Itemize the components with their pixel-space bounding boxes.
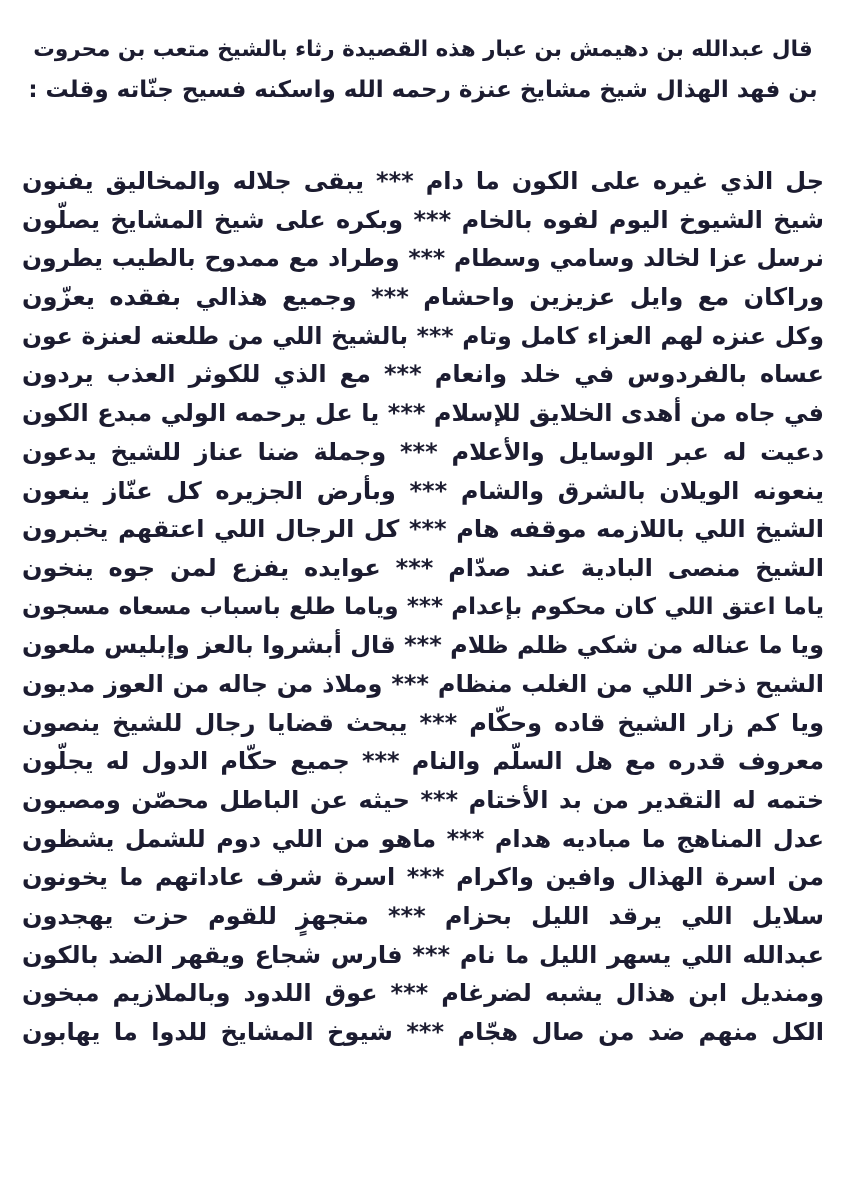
verse-17: ختمه له التقدير من بد الأختام *** حيثه عن الباطل محصّن ومصيون [22,786,824,814]
verse-10: الشيخ اللي باللازمه موقفه هام *** كل الرجال اللي اعتقهم يخبرون [22,515,824,544]
intro-paragraph [28,30,818,110]
verse-6: عساه بالفردوس في خلد وانعام *** مع الذي للكوثر العذب يردون [22,360,824,389]
verse-16: معروف قدره مع هل السلّم والنام *** جميع حكّام الدول له يجلّون [22,747,824,776]
verse-21: عبدالله اللي يسهر الليل ما نام *** فارس شجاع ويقهر الضد بالكون [22,940,824,969]
verse-23: الكل منهم ضد من صال هجّام *** شيوخ المشايخ للدوا ما يهابون [22,1018,824,1047]
verse-19: من اسرة الهذال وافين واكرام *** اسرة شرف عاداتهم ما يخونون [22,863,824,892]
verse-20: سلايل اللي يرقد الليل بحزام *** متجهزٍ للقوم حزت يهجدون [22,902,824,931]
intro-line-1: قال عبدالله بن دهيمش بن عبار هذه القصيدة رثاء بالشيخ متعب بن محروت [33,37,813,62]
verse-1: جل الذي غيره على الكون ما دام *** يبقى جلاله والمخاليق يفنون [22,167,824,195]
verse-8: دعيت له عبر الوسايل والأعلام *** وجملة ضنا عناز للشيخ يدعون [22,437,824,466]
verse-7: في جاه من أهدى الخلايق للإسلام *** يا عل يرحمه الولي مبدع الكون [22,399,824,428]
verse-11: الشيخ منصى البادية عند صدّام *** عوايده يفزع لمن جوه ينخون [22,553,824,582]
verse-3: نرسل عزا لخالد وسامي وسطام *** وطراد مع ممدوح بالطيب يطرون [22,244,824,273]
verse-9: ينعونه الويلان بالشرق والشام *** وبأرض الجزيره كل عنّاز ينعون [22,476,824,505]
verse-15: ويا كم زار الشيخ قاده وحكّام *** يبحث قضايا رجال للشيخ ينصون [22,708,824,737]
poem-verses [22,162,824,1052]
verse-5: وكل عنزه لهم العزاء كامل وتام *** بالشيخ اللي من طلعته لعنزة عون [22,321,824,350]
verse-14: الشيح ذخر اللي من الغلب منظام *** وملاذ من جاله من العوز مديون [22,669,824,698]
verse-18: عدل المناهج ما مباديه هدام *** ماهو من اللي دوم للشمل يشظون [22,824,824,853]
verse-22: ومنديل ابن هذال يشبه لضرغام *** عوق اللدود وبالملازيم مبخون [22,979,824,1008]
verse-2: شيخ الشيوخ اليوم لفوه بالخام *** وبكره على شيخ المشايخ يصلّون [22,205,824,234]
verse-13: ويا ما عناله من شكي ظلم ظلام *** قال أبشروا بالعز وإبليس ملعون [22,631,824,660]
verse-4: وراكان مع وايل عزيزين واحشام *** وجميع هذالي بفقده يعزّون [22,283,824,312]
intro-line-2: بن فهد الهذال شيخ مشايخ عنزة رحمه الله واسكنه فسيح جنّاته وقلت : [28,77,818,103]
verse-12: ياما اعتق اللي كان محكوم بإعدام *** وياما طلع باسباب مسعاه مسجون [22,593,824,620]
